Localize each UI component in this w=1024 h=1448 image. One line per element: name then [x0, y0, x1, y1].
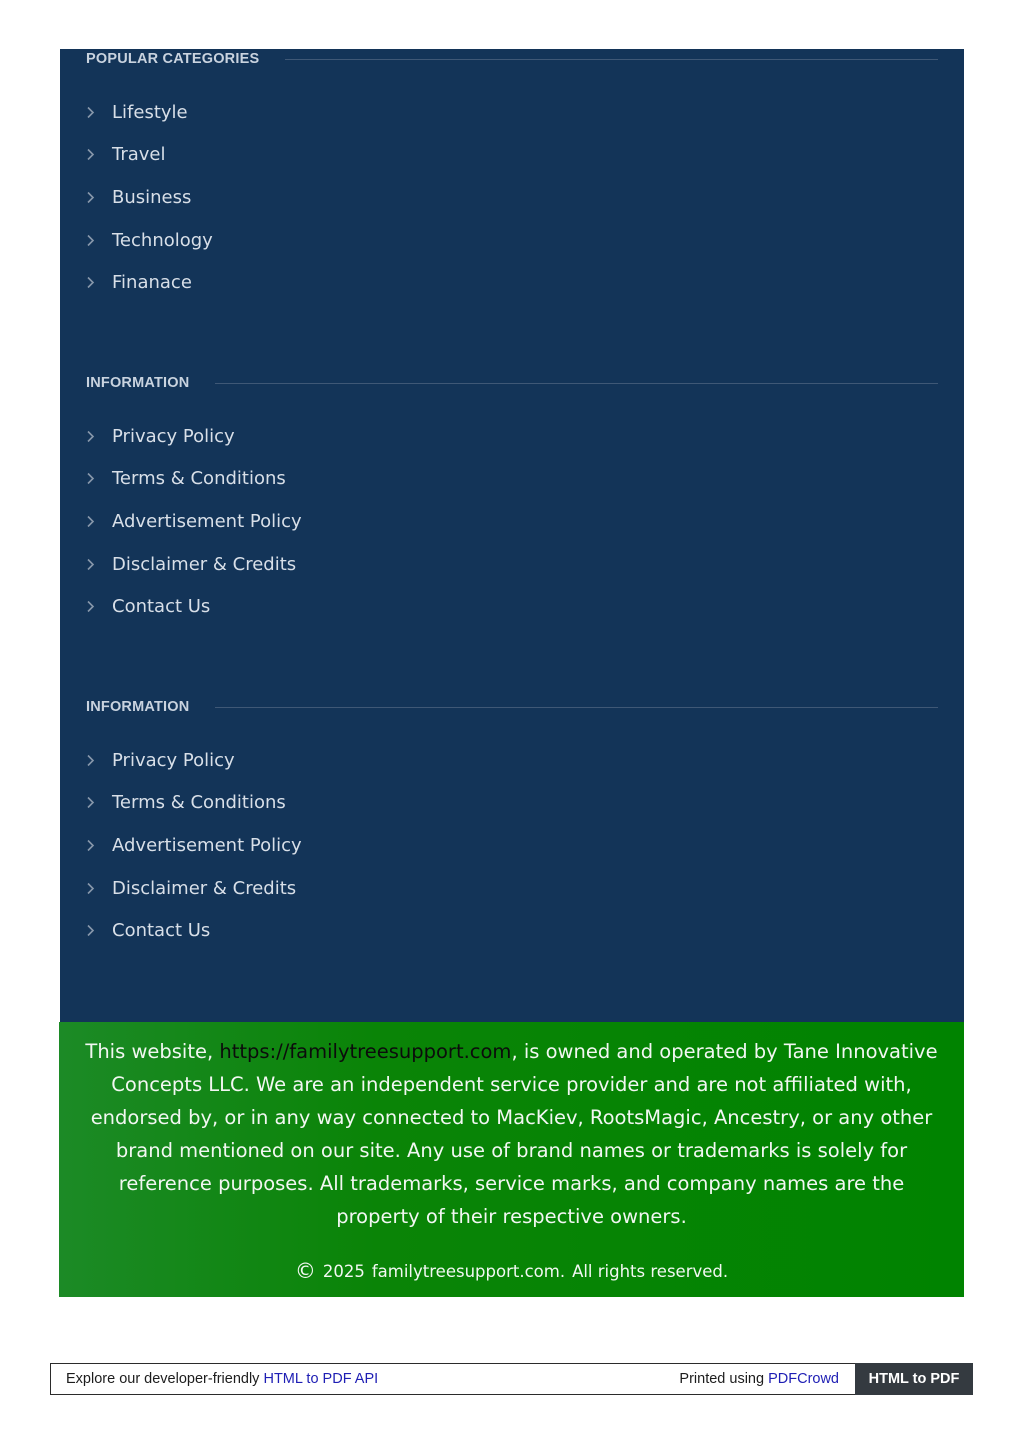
chevron-right-icon — [86, 600, 112, 613]
category-link-travel[interactable] — [86, 134, 213, 177]
link-label: Terms & Conditions — [112, 792, 286, 814]
chevron-right-icon — [86, 276, 112, 289]
chevron-right-icon — [86, 924, 112, 937]
info-link-contact-us[interactable] — [86, 909, 302, 952]
chevron-right-icon — [86, 839, 112, 852]
section-title: INFORMATION — [86, 699, 190, 715]
section-divider — [285, 59, 938, 60]
copyright-line — [59, 1261, 964, 1282]
disclaimer-intro: This website, — [85, 1040, 220, 1063]
pdfcrowd-credit — [679, 1364, 839, 1394]
link-label: Terms & Conditions — [112, 468, 286, 490]
section-header — [86, 49, 938, 69]
link-label: Travel — [112, 144, 166, 166]
section-title: POPULAR CATEGORIES — [86, 51, 260, 67]
link-label: Disclaimer & Credits — [112, 553, 297, 575]
disclaimer-text — [79, 1035, 944, 1233]
section-information-2 — [86, 697, 938, 942]
copyright-icon: © — [294, 1259, 316, 1283]
chevron-right-icon — [86, 796, 112, 809]
chevron-right-icon — [86, 515, 112, 528]
info-link-disclaimer-credits[interactable] — [86, 867, 302, 910]
link-label: Finanace — [112, 272, 192, 294]
info-link-terms-conditions[interactable] — [86, 782, 302, 825]
information-list — [86, 415, 302, 628]
chevron-right-icon — [86, 754, 112, 767]
copyright-rights: All rights reserved. — [572, 1262, 729, 1281]
link-label: Privacy Policy — [112, 425, 235, 447]
category-list — [86, 91, 213, 304]
link-label: Privacy Policy — [112, 749, 235, 771]
site-url-link[interactable]: https://familytreesupport.com — [219, 1040, 512, 1063]
link-label: Business — [112, 186, 192, 208]
category-link-technology[interactable] — [86, 219, 213, 262]
disclaimer-body: , is owned and operated by Tane Innovative Concepts LLC. We are an independent service provider and are not affiliated with, endorsed by, or in any way connected to MacKiev, RootsMagic, Ancestry, or any other brand mentioned on our site. Any use of brand names or trademarks is solely for reference purposes. All trademarks, service marks, and company names are the property of their respective owners. — [90, 1040, 938, 1228]
category-link-business[interactable] — [86, 176, 213, 219]
chevron-right-icon — [86, 148, 112, 161]
info-link-advertisement-policy[interactable] — [86, 500, 302, 543]
chevron-right-icon — [86, 430, 112, 443]
category-link-lifestyle[interactable] — [86, 91, 213, 134]
section-popular-categories — [86, 49, 938, 294]
chevron-right-icon — [86, 882, 112, 895]
link-label: Lifestyle — [112, 101, 188, 123]
info-link-disclaimer-credits[interactable] — [86, 543, 302, 586]
copyright-year: 2025 — [322, 1262, 365, 1281]
info-link-contact-us[interactable] — [86, 585, 302, 628]
footer-links-panel — [60, 49, 964, 1023]
section-header — [86, 697, 938, 717]
ownership-disclaimer-band — [59, 1022, 964, 1297]
link-label: Contact Us — [112, 920, 211, 942]
chevron-right-icon — [86, 558, 112, 571]
pdfcrowd-promo — [66, 1364, 378, 1394]
info-link-privacy-policy[interactable] — [86, 415, 302, 458]
section-divider — [215, 707, 938, 708]
html-to-pdf-api-link[interactable]: HTML to PDF API — [263, 1371, 379, 1387]
link-label: Advertisement Policy — [112, 510, 302, 532]
link-label: Disclaimer & Credits — [112, 877, 297, 899]
chevron-right-icon — [86, 234, 112, 247]
link-label: Contact Us — [112, 596, 211, 618]
section-information-1 — [86, 373, 938, 618]
pdfcrowd-footer-bar — [50, 1363, 973, 1395]
chevron-right-icon — [86, 106, 112, 119]
info-link-privacy-policy[interactable] — [86, 739, 302, 782]
section-divider — [215, 383, 938, 384]
printed-using-text: Printed using — [679, 1371, 769, 1387]
pdfcrowd-link[interactable]: PDFCrowd — [768, 1371, 839, 1387]
copyright-site: familytreesupport.com. — [371, 1262, 566, 1281]
section-header — [86, 373, 938, 393]
chevron-right-icon — [86, 191, 112, 204]
html-to-pdf-button[interactable]: HTML to PDF — [855, 1363, 973, 1395]
section-title: INFORMATION — [86, 375, 190, 391]
info-link-advertisement-policy[interactable] — [86, 824, 302, 867]
info-link-terms-conditions[interactable] — [86, 458, 302, 501]
promo-text: Explore our developer-friendly — [66, 1371, 264, 1387]
link-label: Technology — [112, 229, 213, 251]
chevron-right-icon — [86, 472, 112, 485]
link-label: Advertisement Policy — [112, 834, 302, 856]
category-link-finance[interactable] — [86, 261, 213, 304]
information-list — [86, 739, 302, 952]
